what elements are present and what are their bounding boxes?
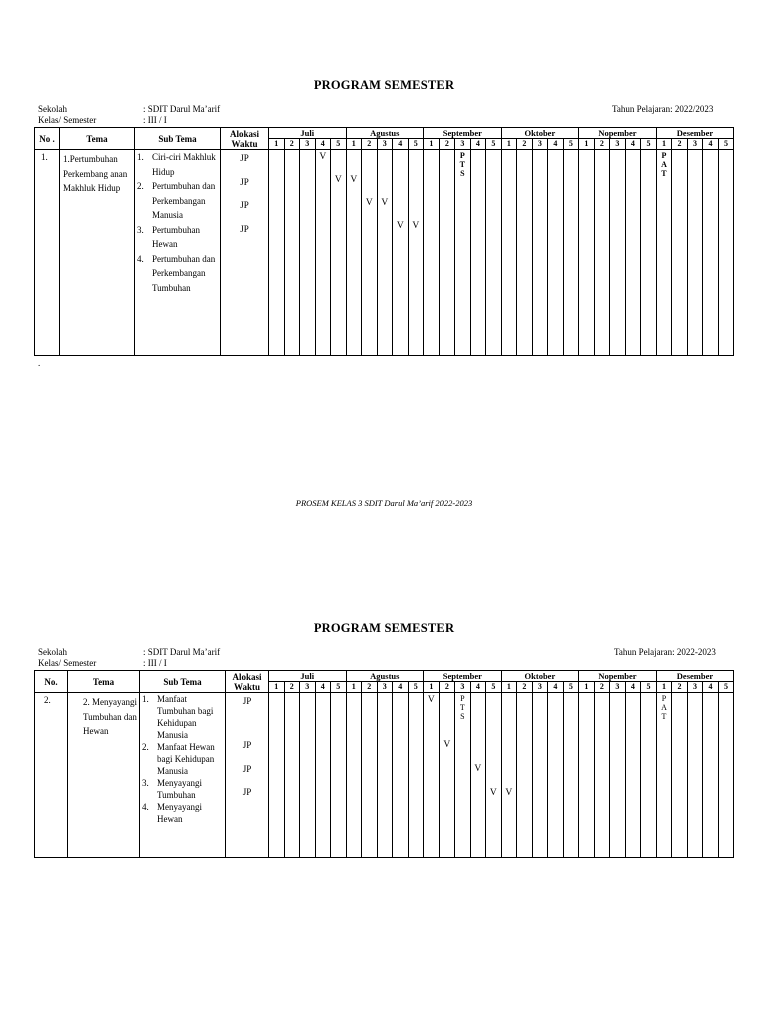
jp-label: JP bbox=[242, 696, 252, 706]
week-cell bbox=[455, 150, 471, 356]
week-number: 5 bbox=[718, 139, 734, 150]
month-header: Nopember bbox=[579, 671, 657, 682]
week-number: 2 bbox=[672, 139, 688, 150]
week-cell bbox=[424, 150, 440, 356]
week-cell bbox=[610, 693, 626, 858]
col-no: No. bbox=[35, 671, 68, 693]
week-cell bbox=[672, 693, 688, 858]
month-header: Desember bbox=[656, 671, 734, 682]
week-cell bbox=[718, 150, 734, 356]
month-header: Juli bbox=[269, 671, 347, 682]
week-cell bbox=[579, 150, 595, 356]
week-number: 4 bbox=[315, 682, 331, 693]
schedule-mark: V bbox=[443, 740, 451, 750]
school-value: : SDIT Darul Ma’arif bbox=[143, 104, 221, 114]
week-number: 1 bbox=[346, 682, 362, 693]
col-tema: Tema bbox=[60, 128, 135, 150]
week-number: 4 bbox=[470, 682, 486, 693]
tema-cell: 1.Pertumbuhan Perkembang anan Makhluk Hidup bbox=[60, 150, 135, 356]
week-number: 1 bbox=[656, 139, 672, 150]
subtema-cell bbox=[140, 693, 226, 858]
pat-marker: P A T bbox=[661, 151, 667, 178]
week-number: 3 bbox=[377, 682, 393, 693]
week-cell bbox=[641, 693, 657, 858]
week-number: 1 bbox=[501, 139, 517, 150]
week-cell bbox=[315, 150, 331, 356]
alokasi-cell bbox=[221, 150, 269, 356]
week-number: 1 bbox=[579, 682, 595, 693]
week-number: 4 bbox=[703, 682, 719, 693]
subtema-item: 2. Manfaat Hewan bagi Kehidupan Manusia bbox=[142, 742, 215, 776]
week-cell bbox=[486, 150, 502, 356]
week-cell bbox=[548, 150, 564, 356]
week-cell bbox=[610, 150, 626, 356]
schedule-mark: V bbox=[381, 198, 389, 208]
week-number: 2 bbox=[284, 139, 300, 150]
pts-marker: P T S bbox=[459, 151, 465, 178]
subtema-cell bbox=[135, 150, 221, 356]
week-cell bbox=[284, 150, 300, 356]
alokasi-cell bbox=[226, 693, 269, 858]
week-number: 2 bbox=[517, 139, 533, 150]
class-label: Kelas/ Semester bbox=[38, 115, 97, 125]
week-number: 1 bbox=[269, 682, 285, 693]
week-number: 3 bbox=[687, 139, 703, 150]
schedule-mark: V bbox=[505, 788, 513, 798]
semester-program-table bbox=[34, 670, 734, 858]
week-cell bbox=[331, 693, 347, 858]
week-number: 2 bbox=[284, 682, 300, 693]
subtema-item: 1. Manfaat Tumbuhan bagi Kehidupan Manusia bbox=[142, 694, 214, 740]
schedule-mark: V bbox=[365, 198, 373, 208]
week-cell bbox=[594, 693, 610, 858]
week-number: 4 bbox=[315, 139, 331, 150]
week-number: 3 bbox=[532, 139, 548, 150]
month-header: Oktober bbox=[501, 128, 579, 139]
week-cell bbox=[362, 693, 378, 858]
week-cell bbox=[703, 693, 719, 858]
week-number: 1 bbox=[501, 682, 517, 693]
week-number: 1 bbox=[346, 139, 362, 150]
week-cell bbox=[641, 150, 657, 356]
schedule-mark: V bbox=[474, 764, 482, 774]
month-header: Agustus bbox=[346, 128, 424, 139]
week-number: 5 bbox=[718, 682, 734, 693]
week-cell bbox=[656, 150, 672, 356]
trailing-mark: . bbox=[38, 358, 41, 368]
week-number: 5 bbox=[486, 139, 502, 150]
week-cell bbox=[300, 150, 316, 356]
jp-label: JP bbox=[240, 153, 249, 163]
week-number: 4 bbox=[625, 139, 641, 150]
week-number: 3 bbox=[455, 682, 471, 693]
col-alokasi: Alokasi Waktu bbox=[226, 671, 269, 693]
week-cell bbox=[517, 150, 533, 356]
jp-label: JP bbox=[240, 176, 249, 187]
week-number: 3 bbox=[687, 682, 703, 693]
jp-label: JP bbox=[242, 763, 252, 774]
school-label: Sekolah bbox=[38, 104, 67, 114]
week-number: 3 bbox=[377, 139, 393, 150]
subtema-item: 3. Menyayangi Tumbuhan bbox=[142, 778, 202, 800]
week-number: 4 bbox=[393, 139, 409, 150]
tema-cell: 2. Menyayangi Tumbuhan dan Hewan bbox=[68, 693, 140, 858]
week-number: 4 bbox=[470, 139, 486, 150]
document-footer: PROSEM KELAS 3 SDIT Darul Ma’arif 2022-2023 bbox=[295, 498, 473, 508]
page-title: PROGRAM SEMESTER bbox=[313, 78, 455, 92]
week-number: 2 bbox=[672, 682, 688, 693]
month-header: September bbox=[424, 128, 502, 139]
week-cell bbox=[284, 693, 300, 858]
week-cell bbox=[517, 693, 533, 858]
col-tema: Tema bbox=[68, 671, 140, 693]
week-number: 3 bbox=[300, 139, 316, 150]
class-value: : III / I bbox=[143, 658, 167, 668]
week-cell bbox=[548, 693, 564, 858]
subtema-item: 2. Pertumbuhan dan Perkembangan Manusia bbox=[137, 181, 216, 220]
week-number: 5 bbox=[331, 682, 347, 693]
week-number: 1 bbox=[579, 139, 595, 150]
week-number: 1 bbox=[424, 139, 440, 150]
week-number: 2 bbox=[362, 139, 378, 150]
week-cell bbox=[331, 150, 347, 356]
week-number: 5 bbox=[331, 139, 347, 150]
subtema-item: 4. Menyayangi Hewan bbox=[142, 802, 202, 824]
week-cell bbox=[393, 150, 409, 356]
week-number: 2 bbox=[517, 682, 533, 693]
schedule-mark: V bbox=[412, 221, 420, 231]
row-number: 2. bbox=[35, 693, 68, 858]
col-subtema: Sub Tema bbox=[135, 128, 221, 150]
week-number: 5 bbox=[641, 682, 657, 693]
week-number: 4 bbox=[625, 682, 641, 693]
week-number: 2 bbox=[594, 139, 610, 150]
academic-year: Tahun Pelajaran: 2022/2023 bbox=[612, 104, 714, 114]
week-number: 5 bbox=[641, 139, 657, 150]
academic-year: Tahun Pelajaran: 2022-2023 bbox=[614, 647, 716, 657]
week-cell bbox=[269, 150, 285, 356]
week-cell bbox=[439, 693, 455, 858]
week-cell bbox=[470, 693, 486, 858]
week-cell bbox=[563, 693, 579, 858]
week-cell bbox=[532, 150, 548, 356]
month-header: Juli bbox=[269, 128, 347, 139]
week-cell bbox=[346, 693, 362, 858]
week-cell bbox=[439, 150, 455, 356]
week-number: 5 bbox=[563, 139, 579, 150]
week-number: 4 bbox=[703, 139, 719, 150]
week-number: 3 bbox=[610, 139, 626, 150]
schedule-mark: V bbox=[334, 175, 342, 185]
week-cell bbox=[594, 150, 610, 356]
week-number: 1 bbox=[424, 682, 440, 693]
class-label: Kelas/ Semester bbox=[38, 658, 97, 668]
subtema-item: 1. Ciri-ciri Makhluk Hidup bbox=[137, 152, 216, 177]
week-number: 3 bbox=[300, 682, 316, 693]
semester-program-table bbox=[34, 127, 734, 356]
week-number: 2 bbox=[594, 682, 610, 693]
month-header: Oktober bbox=[501, 671, 579, 682]
week-number: 4 bbox=[393, 682, 409, 693]
schedule-mark: V bbox=[427, 695, 435, 705]
jp-label: JP bbox=[242, 740, 252, 750]
week-cell bbox=[718, 693, 734, 858]
row-number: 1. bbox=[35, 150, 60, 356]
jp-label: JP bbox=[240, 200, 249, 210]
subtema-item: 3. Pertumbuhan Hewan bbox=[137, 224, 200, 249]
col-alokasi: Alokasi Waktu bbox=[221, 128, 269, 150]
schedule-mark: V bbox=[319, 152, 327, 162]
week-cell bbox=[346, 150, 362, 356]
week-cell bbox=[377, 693, 393, 858]
week-number: 4 bbox=[548, 682, 564, 693]
week-cell bbox=[315, 693, 331, 858]
week-cell bbox=[486, 693, 502, 858]
col-no: No . bbox=[35, 128, 60, 150]
week-cell bbox=[408, 693, 424, 858]
month-header: Desember bbox=[656, 128, 734, 139]
week-cell bbox=[687, 693, 703, 858]
week-number: 3 bbox=[455, 139, 471, 150]
month-header: September bbox=[424, 671, 502, 682]
week-number: 5 bbox=[408, 682, 424, 693]
week-cell bbox=[377, 150, 393, 356]
week-cell bbox=[424, 693, 440, 858]
schedule-mark: V bbox=[350, 175, 358, 185]
week-cell bbox=[269, 693, 285, 858]
week-cell bbox=[455, 693, 471, 858]
week-cell bbox=[625, 150, 641, 356]
week-number: 5 bbox=[408, 139, 424, 150]
school-label: Sekolah bbox=[38, 647, 67, 657]
month-header: Agustus bbox=[346, 671, 424, 682]
week-cell bbox=[408, 150, 424, 356]
week-cell bbox=[656, 693, 672, 858]
week-number: 1 bbox=[656, 682, 672, 693]
week-number: 2 bbox=[362, 682, 378, 693]
class-value: : III / I bbox=[143, 115, 167, 125]
week-number: 4 bbox=[548, 139, 564, 150]
week-number: 2 bbox=[439, 139, 455, 150]
week-cell bbox=[672, 150, 688, 356]
pat-marker: P A T bbox=[661, 694, 667, 721]
week-cell bbox=[563, 150, 579, 356]
week-cell bbox=[579, 693, 595, 858]
pts-marker: P T S bbox=[459, 694, 465, 721]
jp-label: JP bbox=[240, 223, 249, 234]
week-number: 1 bbox=[269, 139, 285, 150]
page-title: PROGRAM SEMESTER bbox=[313, 621, 455, 635]
week-number: 2 bbox=[439, 682, 455, 693]
jp-label: JP bbox=[242, 787, 252, 797]
week-cell bbox=[501, 693, 517, 858]
week-cell bbox=[687, 150, 703, 356]
col-subtema: Sub Tema bbox=[140, 671, 226, 693]
week-cell bbox=[625, 693, 641, 858]
week-number: 3 bbox=[610, 682, 626, 693]
week-cell bbox=[300, 693, 316, 858]
schedule-mark: V bbox=[489, 788, 497, 798]
schedule-mark: V bbox=[396, 221, 404, 231]
week-cell bbox=[501, 150, 517, 356]
week-cell bbox=[470, 150, 486, 356]
week-cell bbox=[532, 693, 548, 858]
subtema-item: 4. Pertumbuhan dan Perkembangan Tumbuhan bbox=[137, 253, 216, 293]
week-cell bbox=[393, 693, 409, 858]
week-number: 5 bbox=[486, 682, 502, 693]
school-value: : SDIT Darul Ma’arif bbox=[143, 647, 221, 657]
week-number: 5 bbox=[563, 682, 579, 693]
week-number: 3 bbox=[532, 682, 548, 693]
week-cell bbox=[703, 150, 719, 356]
month-header: Nopember bbox=[579, 128, 657, 139]
week-cell bbox=[362, 150, 378, 356]
